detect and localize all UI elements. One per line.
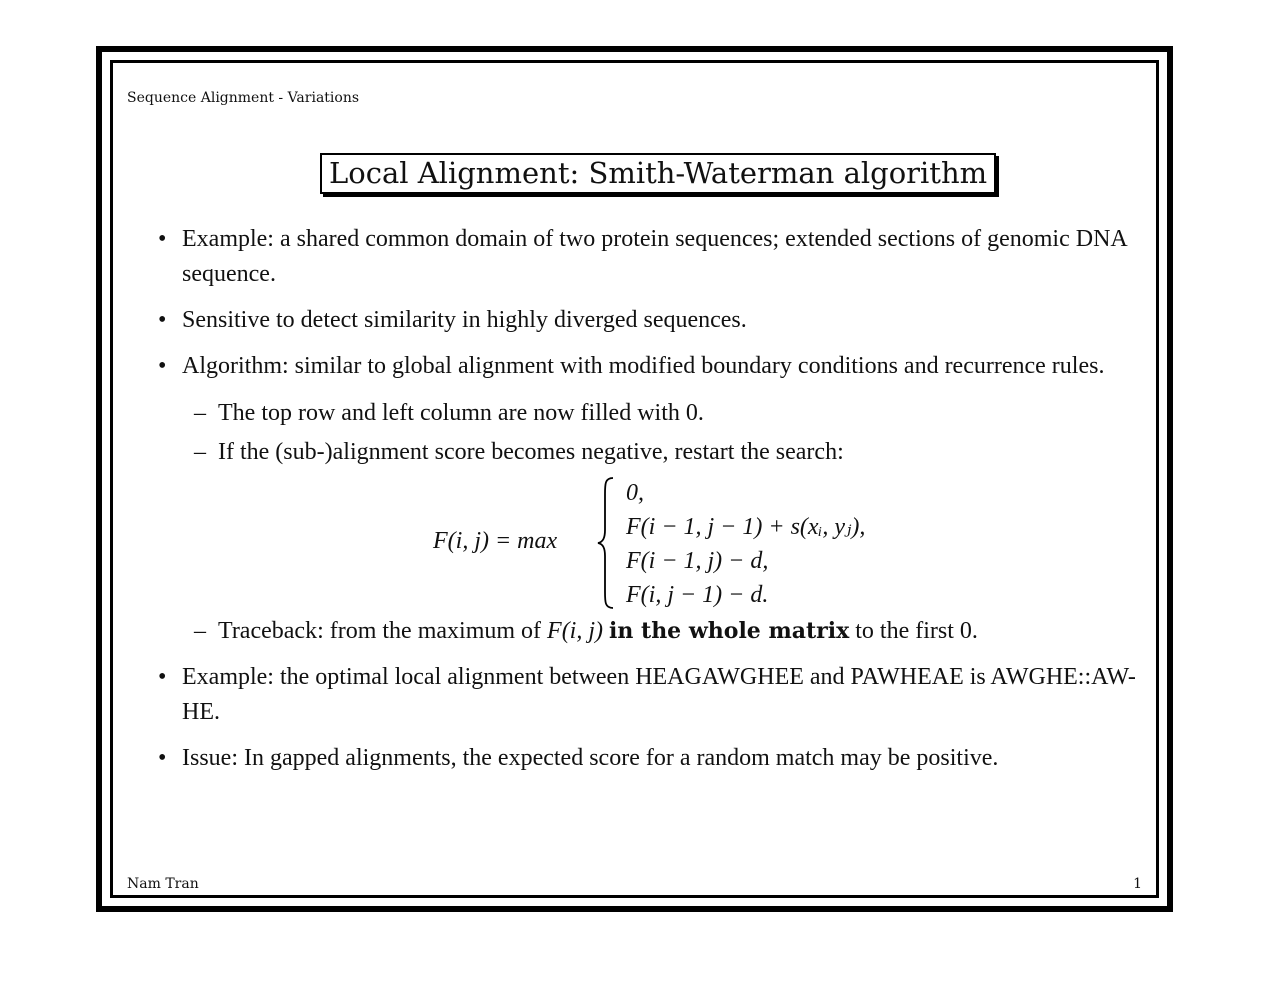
- bullet-text: Example: a shared common domain of two protein sequences; extended sections of genomic DNA sequence.: [182, 226, 1127, 287]
- recurrence-equation: [158, 476, 1143, 610]
- bullet-text: Example: the optimal local alignment between HEAGAWGHEE and PAWHEAE is AWGHE::AW-HE.: [182, 664, 1136, 725]
- page-number: 1: [1133, 876, 1142, 892]
- bullet-dot-icon: •: [158, 307, 167, 333]
- bullet-issue: [158, 741, 1143, 776]
- sub-item-restart: [158, 435, 1143, 470]
- sub-item-text: Traceback: from the maximum of: [218, 618, 548, 644]
- slide-content: [158, 222, 1143, 787]
- slide-title: Local Alignment: Smith-Waterman algorithm: [320, 153, 996, 194]
- equation-cases: [626, 476, 865, 612]
- slide-frame: [96, 46, 1173, 912]
- sub-item-boundary: [158, 396, 1143, 431]
- bullet-dot-icon: •: [158, 664, 167, 690]
- bold-emphasis: in the whole matrix: [609, 618, 850, 644]
- bullet-algorithm: [158, 349, 1143, 649]
- inline-math: F(i, j): [547, 618, 604, 644]
- sub-item-text: to the first 0.: [855, 618, 978, 644]
- left-brace-icon: [596, 476, 616, 610]
- sub-item-text: If the (sub-)alignment score becomes negative, restart the search:: [218, 439, 844, 465]
- bullet-dot-icon: •: [158, 353, 167, 379]
- bullet-example-domain: [158, 222, 1143, 292]
- section-header: Sequence Alignment - Variations: [127, 90, 360, 106]
- bullet-dot-icon: •: [158, 745, 167, 771]
- equation-case: F(i − 1, j − 1) + s(xᵢ, yⱼ),: [626, 514, 866, 540]
- dash-icon: –: [194, 439, 206, 465]
- sub-item-traceback: [158, 614, 1143, 649]
- footer-author: Nam Tran: [127, 876, 199, 892]
- equation-lhs: F(i, j) = max: [433, 528, 558, 554]
- dash-icon: –: [194, 400, 206, 426]
- equation-case: 0,: [626, 480, 644, 506]
- equation-case: F(i − 1, j) − d,: [626, 548, 769, 574]
- bullet-dot-icon: •: [158, 226, 167, 252]
- equation-case: F(i, j − 1) − d.: [626, 582, 769, 608]
- slide-inner-frame: [110, 60, 1159, 898]
- bullet-text: Issue: In gapped alignments, the expected score for a random match may be positive.: [182, 745, 999, 771]
- bullet-example-alignment: [158, 660, 1143, 730]
- bullet-sensitivity: [158, 303, 1143, 338]
- bullet-text: Algorithm: similar to global alignment with modified boundary conditions and recurrence rules.: [182, 353, 1105, 379]
- dash-icon: –: [194, 618, 206, 644]
- bullet-text: Sensitive to detect similarity in highly diverged sequences.: [182, 307, 747, 333]
- sub-item-text: The top row and left column are now filled with 0.: [218, 400, 704, 426]
